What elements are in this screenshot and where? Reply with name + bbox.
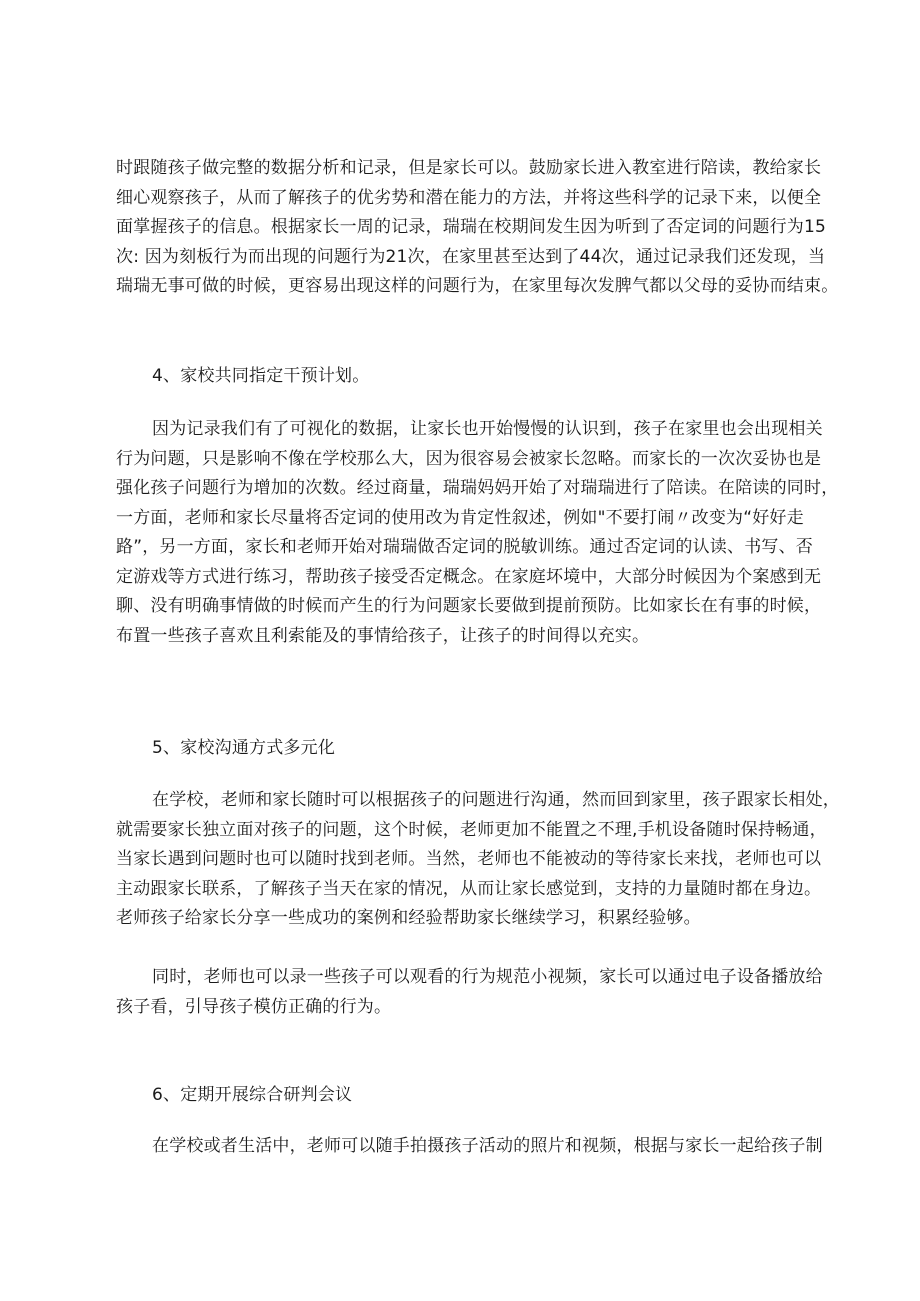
heading-text: 6、定期开展综合研判会议 [152,1085,353,1105]
text-line: 定游戏等方式进行练习，帮助孩子接受否定概念。在家庭坏境中，大部分时候因为个案感到无 [116,566,822,587]
paragraph-videos [116,963,828,1022]
text-line: 一方面，老师和家长尽量将否定词的使用改为肯定性叙述，例如"不要打闹〃改变为“好好走 [116,507,804,528]
section-heading-4 [116,362,828,392]
text-line: 因为记录我们有了可视化的数据，让家长也开始慢慢的认识到，孩子在家里也会出现相关 [152,419,823,439]
text-line: 细心观察孩子，从而了解孩子的优劣势和潜在能力的方法，并将这些科学的记录下来，以便全 [116,187,822,208]
text-line: 在学校或者生活中，老师可以随手拍摄孩子活动的照片和视频，根据与家长一起给孩子制 [152,1136,823,1156]
paragraph-meetings [116,1132,828,1162]
text-line: 强化孩子问题行为增加的次数。经过商量，瑞瑞妈妈开始了对瑞瑞进行了陪读。在陪读的同时， [116,478,839,498]
text-line: 时跟随孩子做完整的数据分析和记录，但是家长可以。鼓励家长进入教室进行陪读，教给家长 [116,158,822,178]
paragraph-intervention-plan [116,415,839,651]
heading-text: 5、家校沟通方式多元化 [152,738,336,758]
section-heading-6 [116,1081,828,1111]
heading-text: 4、家校共同指定干预计划。 [152,366,370,386]
text-line: 主动跟家长联系，了解孩子当天在家的情况，从而让家长感觉到，支持的力量随时都在身边。 [116,878,822,899]
section-heading-5 [116,734,828,764]
text-line: 布置一些孩子喜欢且利索能及的事情给孩子，让孩子的时间得以充实。 [116,625,650,646]
text-line: 瑞瑞无事可做的时候，更容易出现这样的问题行为，在家里每次发脾气都以父母的妥协而结束。 [116,276,839,296]
paragraph-continued-records [116,154,839,302]
text-line: 在学校，老师和家长随时可以根据孩子的问题进行沟通，然而回到家里，孩子跟家长相处， [152,790,840,810]
text-line: 孩子看，引导孩子模仿正确的行为。 [116,996,392,1017]
text-line: 就需要家长独立面对孩子的问题，这个时候，老师更加不能置之不理,手机设备随时保持畅通， [116,819,827,840]
text-line: 当家长遇到问题时也可以随时找到老师。当然，老师也不能被动的等待家长来找，老师也可以 [116,849,822,869]
text-line: 次: 因为刻板行为而出现的问题行为21次，在家里甚至达到了44次，通过记录我们还发现，当 [116,246,826,267]
text-line: 行为问题，只是影响不像在学校那么大，因为很容易会被家长忽略。而家长的一次次妥协也是 [116,448,822,469]
text-line: 路”，另一方面，家长和老师开始对瑞瑞做否定词的脱敏训练。通过否定词的认读、书写、否 [116,537,814,557]
text-line: 同时，老师也可以录一些孩子可以观看的行为规范小视频，家长可以通过电子设备播放给 [152,967,823,987]
paragraph-communication [116,786,840,934]
text-line: 面掌握孩子的信息。根据家长一周的记录，瑞瑞在校期间发生因为听到了否定词的问题行为15 [116,217,827,237]
text-line: 老师孩子给家长分享一些成功的案例和经验帮助家长继续学习，积累经验够。 [116,908,701,928]
text-line: 聊、没有明确事情做的时候而产生的行为问题家长要做到提前预防。比如家长在有事的时候， [116,596,822,616]
